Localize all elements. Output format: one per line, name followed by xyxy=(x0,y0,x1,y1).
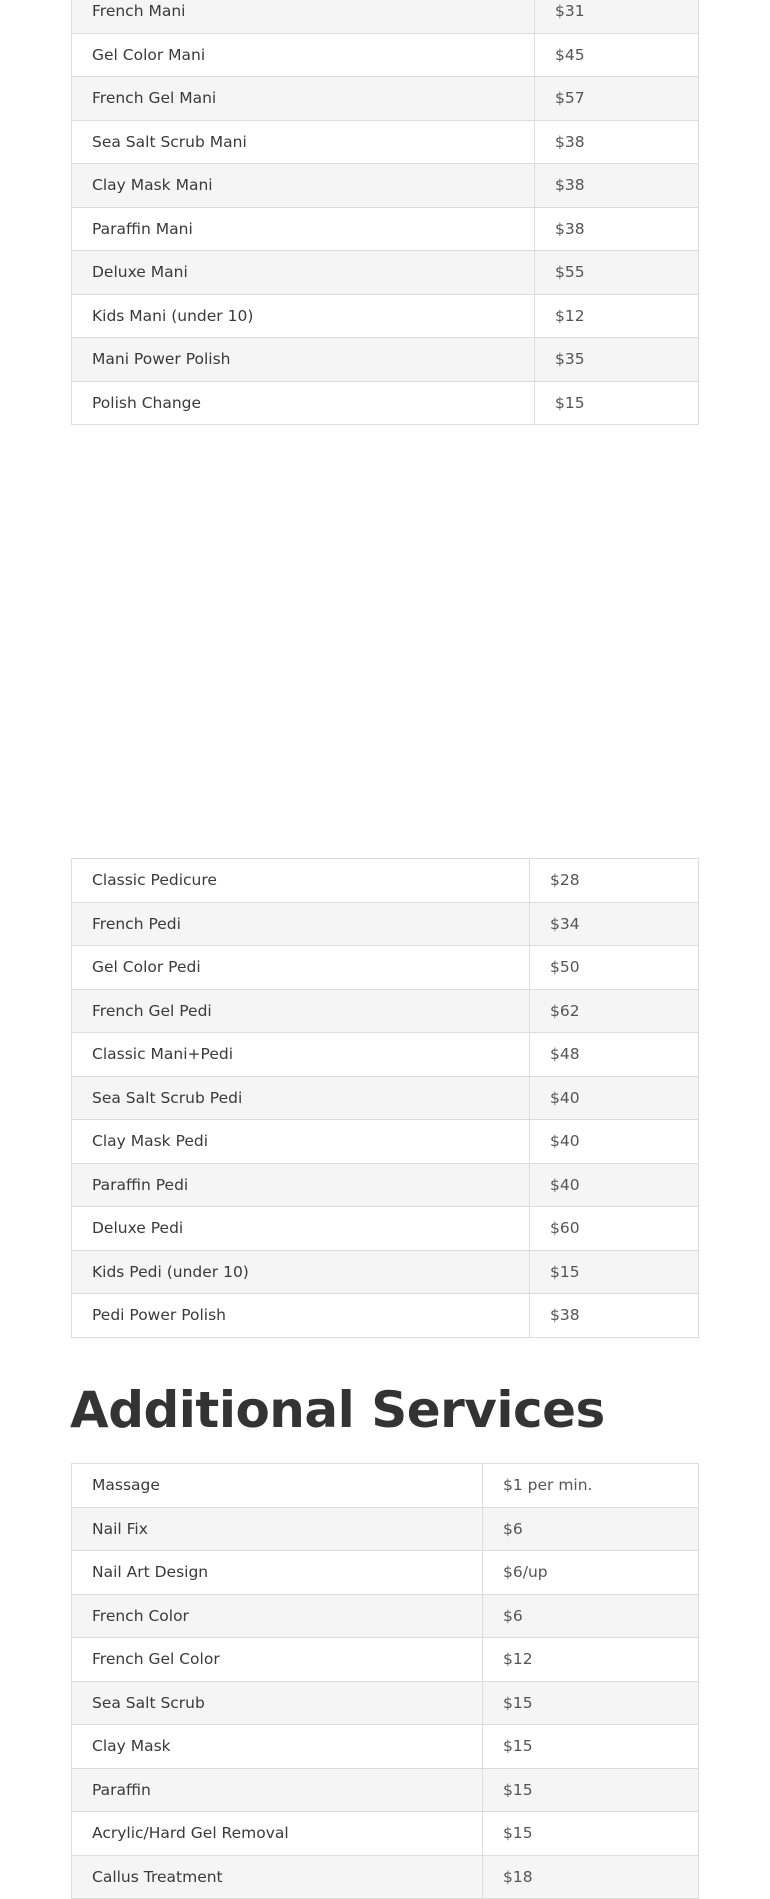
service-price: $6/up xyxy=(483,1551,699,1595)
service-name: French Color xyxy=(72,1594,483,1638)
table-row xyxy=(72,1076,699,1120)
service-name: Nail Art Design xyxy=(72,1551,483,1595)
table-row xyxy=(72,1033,699,1077)
service-name: Kids Mani (under 10) xyxy=(72,294,535,338)
service-name: Clay Mask xyxy=(72,1725,483,1769)
service-name: Gel Color Pedi xyxy=(72,946,530,990)
service-price: $15 xyxy=(535,381,699,425)
table-row xyxy=(72,33,699,77)
table-row xyxy=(72,1120,699,1164)
table-row xyxy=(72,1207,699,1251)
service-price: $18 xyxy=(483,1855,699,1899)
service-price: $40 xyxy=(530,1120,699,1164)
table-row xyxy=(72,1464,699,1508)
service-name: Clay Mask Mani xyxy=(72,164,535,208)
service-price: $28 xyxy=(530,859,699,903)
additional-services-heading: Additional Services xyxy=(70,1381,605,1439)
table-row xyxy=(72,902,699,946)
service-name: Sea Salt Scrub Pedi xyxy=(72,1076,530,1120)
service-price: $55 xyxy=(535,251,699,295)
service-name: Classic Pedicure xyxy=(72,859,530,903)
service-name: French Gel Mani xyxy=(72,77,535,121)
table-row xyxy=(72,946,699,990)
table-row xyxy=(72,1855,699,1899)
table-row xyxy=(72,1294,699,1338)
service-name: French Pedi xyxy=(72,902,530,946)
service-price: $57 xyxy=(535,77,699,121)
table-row xyxy=(72,77,699,121)
service-name: Mani Power Polish xyxy=(72,338,535,382)
service-price: $35 xyxy=(535,338,699,382)
service-price: $1 per min. xyxy=(483,1464,699,1508)
service-price: $6 xyxy=(483,1507,699,1551)
service-name: Deluxe Mani xyxy=(72,251,535,295)
table-row xyxy=(72,1681,699,1725)
table-row xyxy=(72,0,699,33)
service-price: $62 xyxy=(530,989,699,1033)
manicure-price-table xyxy=(71,0,699,425)
service-price: $12 xyxy=(483,1638,699,1682)
service-name: Pedi Power Polish xyxy=(72,1294,530,1338)
service-price: $31 xyxy=(535,0,699,33)
service-price: $12 xyxy=(535,294,699,338)
service-name: Paraffin Mani xyxy=(72,207,535,251)
service-price: $38 xyxy=(535,207,699,251)
service-price: $6 xyxy=(483,1594,699,1638)
service-name: Polish Change xyxy=(72,381,535,425)
service-price: $15 xyxy=(483,1812,699,1856)
service-price: $15 xyxy=(483,1768,699,1812)
service-price: $38 xyxy=(535,120,699,164)
service-price: $15 xyxy=(483,1725,699,1769)
service-name: Classic Mani+Pedi xyxy=(72,1033,530,1077)
pedicure-price-table xyxy=(71,858,699,1338)
service-price: $38 xyxy=(535,164,699,208)
service-name: Kids Pedi (under 10) xyxy=(72,1250,530,1294)
table-row xyxy=(72,989,699,1033)
service-price: $60 xyxy=(530,1207,699,1251)
table-row xyxy=(72,207,699,251)
service-price: $40 xyxy=(530,1076,699,1120)
service-price: $15 xyxy=(483,1681,699,1725)
service-price: $40 xyxy=(530,1163,699,1207)
service-name: Gel Color Mani xyxy=(72,33,535,77)
service-price: $48 xyxy=(530,1033,699,1077)
service-price: $45 xyxy=(535,33,699,77)
table-row xyxy=(72,381,699,425)
table-row xyxy=(72,1250,699,1294)
table-row xyxy=(72,1768,699,1812)
service-name: Acrylic/Hard Gel Removal xyxy=(72,1812,483,1856)
table-row xyxy=(72,1163,699,1207)
service-name: Paraffin xyxy=(72,1768,483,1812)
service-name: French Gel Pedi xyxy=(72,989,530,1033)
service-price: $34 xyxy=(530,902,699,946)
additional-services-price-table xyxy=(71,1463,699,1899)
table-row xyxy=(72,859,699,903)
service-name: Nail Fix xyxy=(72,1507,483,1551)
table-row xyxy=(72,251,699,295)
service-name: Massage xyxy=(72,1464,483,1508)
service-name: Deluxe Pedi xyxy=(72,1207,530,1251)
table-row xyxy=(72,1507,699,1551)
service-name: Callus Treatment xyxy=(72,1855,483,1899)
table-row xyxy=(72,338,699,382)
service-price: $15 xyxy=(530,1250,699,1294)
table-row xyxy=(72,1594,699,1638)
service-name: Sea Salt Scrub Mani xyxy=(72,120,535,164)
service-name: Sea Salt Scrub xyxy=(72,1681,483,1725)
table-row xyxy=(72,1812,699,1856)
service-name: Clay Mask Pedi xyxy=(72,1120,530,1164)
service-price: $50 xyxy=(530,946,699,990)
table-row xyxy=(72,1551,699,1595)
table-row xyxy=(72,164,699,208)
table-row xyxy=(72,1725,699,1769)
table-row xyxy=(72,294,699,338)
table-row xyxy=(72,120,699,164)
service-name: Paraffin Pedi xyxy=(72,1163,530,1207)
table-row xyxy=(72,1638,699,1682)
service-name: French Gel Color xyxy=(72,1638,483,1682)
service-price: $38 xyxy=(530,1294,699,1338)
service-name: French Mani xyxy=(72,0,535,33)
